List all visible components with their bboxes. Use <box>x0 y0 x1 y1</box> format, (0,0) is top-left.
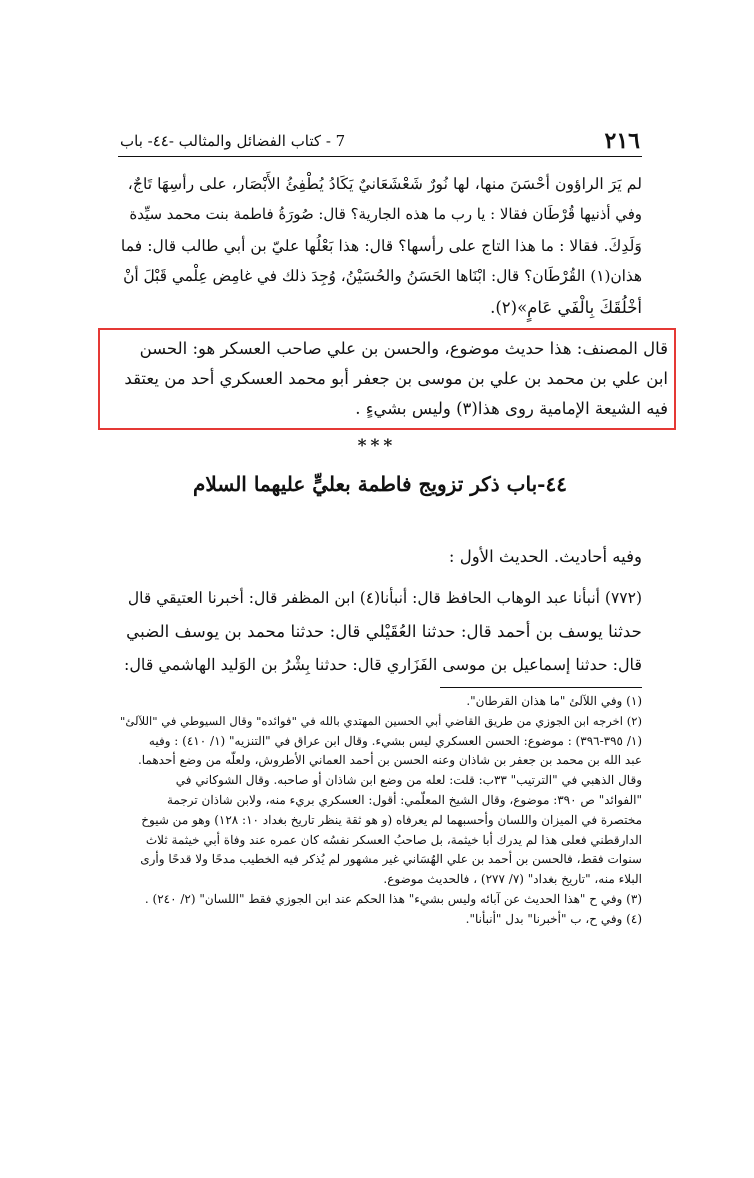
text-line: ابن علي بن محمد بن علي بن موسى بن جعفر أبو محمد العسكري أحد من يعتقد <box>124 369 668 388</box>
text-line: (٧٧٢) أنبأنا عبد الوهاب الحافظ قال: أنبأنا(٤) ابن المظفر قال: أخبرنا العتيقي قال <box>127 589 642 607</box>
text-line: لم يَرَ الراؤون أحْسَنَ منها، لها نُورٌ شَعْشَعَانيٌ يَكَادُ يُطْفِئُ الأَبْصَار، على رأسِهَا تَاجٌ، <box>127 174 642 193</box>
text-line: وفي أذنيها قُرْطَان فقالا : يا رب ما هذه الجارية؟ قال: صُورَةُ فاطمة بنت محمد سيِّدة <box>129 205 642 223</box>
footnote-line: مختصرة في الميزان واللسان وأحسبهما لم يعرفاه (و هو ثقة ينظر تاريخ بغداد ١٠: ١٢٨) وهو من شيوخ <box>141 812 642 827</box>
text-line: قال المصنف: هذا حديث موضوع، والحسن بن علي صاحب العسكر هو: الحسن <box>139 339 668 358</box>
hadith-paragraph <box>118 582 642 681</box>
running-header <box>120 126 640 156</box>
footnote-rule <box>440 687 642 688</box>
author-comment <box>108 334 668 424</box>
footnote-line: (١) وفي اللآلئ "ما هذان القرطان". <box>466 694 642 708</box>
text-line: أخْلُقَكَ بِالْفَي عَامٍ»(٢). <box>490 298 642 317</box>
footnote-line: سنوات فقط، فالحسن بن أحمد بن علي الهُسَاني غير مشهور لم يُذكر فيه الخطيب مدحًا ولا قدحًا وأرى <box>140 852 642 867</box>
footnote-line: وقال الذهبي في "الترتيب" ٣٣ب: قلت: لعله من وضع ابن شاذان أو صاحبه. وقال الشوكاني في <box>175 773 642 788</box>
footnotes <box>118 692 642 930</box>
footnote-line: (١/ ٣٩٥-٣٩٦) : موضوع: الحسن العسكري ليس بشيء. وقال ابن عراق في "التنزيه" (١/ ٤١٠) : وفيه <box>148 733 642 748</box>
text-line: وَلَدِكَ. فقالا : ما هذا التاج على رأسها؟ قال: هذا بَعْلُها عليّ بن أبي طالب قال: فما <box>120 236 642 255</box>
text-line: قال: حدثنا إسماعيل بن موسى الفَزَاري قال: حدثنا بِشْرُ بن الوَليد الهاشمي قال: <box>123 655 642 674</box>
text-line: فيه الشيعة الإمامية روى هذا(٣) وليس بشيءٍ . <box>355 399 668 418</box>
text-line: هذان(١) القُرْطَان؟ قال: ابْنَاها الحَسَنُ والحُسَيْنُ، وُجِدَ ذلك في غامِض عِلْمي قَبْلَ أنْ <box>123 267 642 285</box>
section-separator: *** <box>357 436 397 456</box>
text-line: حدثنا يوسف بن أحمد قال: حدثنا العُقَيْلي قال: حدثنا محمد بن يوسف الضبي <box>126 621 642 641</box>
footnote-line: عبد الله بن محمد بن جعفر بن شاذان وعنه الحسن بن أحمد العماني الأطروش، ولعلّه من وضع أحدهما. <box>137 753 642 768</box>
text-line: وفيه أحاديث. الحديث الأول : <box>448 547 642 566</box>
chapter-heading: ٤٤-باب ذكر تزويج فاطمة بعليٍّ عليهما السلام <box>193 472 567 496</box>
footnote-line: الدارقطني فعلى هذا لم يدرك أبا خيثمة، بل صاحبُ العسكر نفسُه كان عمره عند وفاة أبي خيثمة ثلاث <box>145 832 642 847</box>
footnote-line: البلاء منه، "تاريخ بغداد" (٧/ ٢٧٧) ، فالحديث موضوع. <box>383 872 642 887</box>
header-rule <box>118 156 642 157</box>
footnote-line: "الفوائد" ص ٣٩٠: موضوع، وقال الشيخ المعلّمي: أقول: العسكري بريء منه، ولابن شاذان ترجمة <box>166 792 642 807</box>
running-header-title: 7 - كتاب الفضائل والمثالب -٤٤- باب <box>120 132 346 150</box>
page-number: ٢١٦ <box>604 128 640 154</box>
intro-text <box>118 542 642 572</box>
footnote-line: (٤) وفي ح، ب "أخبرنا" بدل "أنبأنا". <box>465 911 642 926</box>
footnote-line: (٢) اخرجه ابن الجوزي من طريق القاضي أبي الحسين المهتدي بالله في "فوائده" وقال السيوطي في "اللآلئ" <box>120 713 642 728</box>
footnote-line: (٣) وفي ح "هذا الحديث عن آبائه وليس بشيء" هذا الحكم عند ابن الجوزي فقط "اللسان" (٢/ ٢٤٠) . <box>144 891 642 906</box>
narration-paragraph <box>118 168 642 323</box>
